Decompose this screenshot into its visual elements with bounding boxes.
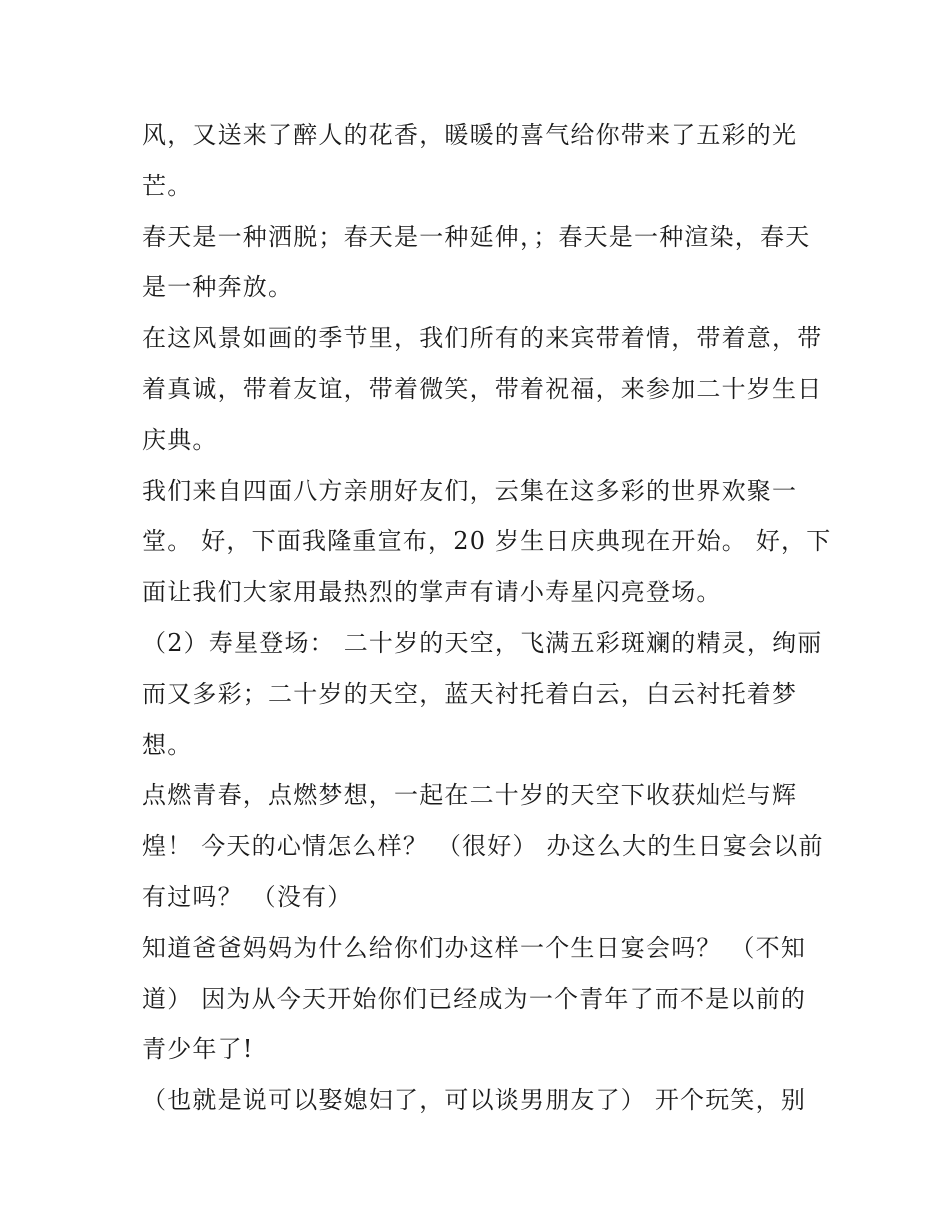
text-line: 有过吗？ （没有）	[142, 882, 353, 911]
text-line: 青少年了!	[142, 1035, 254, 1064]
text-line: （2）寿星登场： 二十岁的天空，飞满五彩斑斓的精灵，绚丽	[142, 628, 823, 657]
text-line: 煌！ 今天的心情怎么样？ （很好） 办这么大的生日宴会以前	[142, 832, 824, 861]
text-line: 芒。	[142, 171, 193, 200]
document-body	[142, 110, 832, 1126]
text-line: 春天是一种洒脱；春天是一种延伸，；春天是一种渲染，春天	[142, 222, 811, 251]
text-line: 面让我们大家用最热烈的掌声有请小寿星闪亮登场。	[142, 578, 722, 607]
text-line: 想。	[142, 730, 193, 759]
text-line: 知道爸爸妈妈为什么给你们办这样一个生日宴会吗？ （不知	[142, 933, 807, 962]
text-line: 点燃青春，点燃梦想，一起在二十岁的天空下收获灿烂与辉	[142, 781, 798, 810]
text-line: 是一种奔放。	[142, 273, 294, 302]
text-line: 堂。 好，下面我隆重宣布，20 岁生日庆典现在开始。 好，下	[142, 527, 832, 556]
text-line: 着真诚，带着友谊，带着微笑，带着祝福，来参加二十岁生日	[142, 374, 823, 403]
text-line: 风，又送来了醉人的花香，暖暖的喜气给你带来了五彩的光	[142, 121, 798, 149]
text-line: 道） 因为从今天开始你们已经成为一个青年了而不是以前的	[142, 984, 807, 1013]
text-line: 在这风景如画的季节里，我们所有的来宾带着情，带着意，带	[142, 324, 823, 353]
text-line: 而又多彩；二十岁的天空，蓝天衬托着白云，白云衬托着梦	[142, 679, 798, 708]
text-line: （也就是说可以娶媳妇了，可以谈男朋友了） 开个玩笑，别	[142, 1086, 807, 1115]
text-line: 我们来自四面八方亲朋好友们，云集在这多彩的世界欢聚一	[142, 476, 798, 505]
text-line: 庆典。	[142, 425, 218, 454]
